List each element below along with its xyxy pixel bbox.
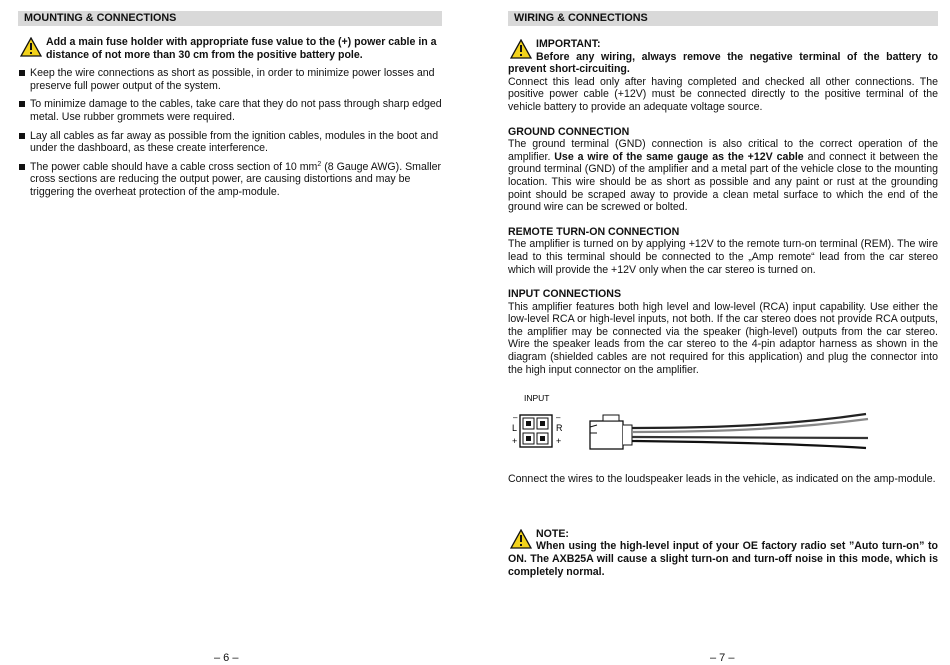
input-title: INPUT CONNECTIONS bbox=[508, 288, 622, 301]
diagram-plus-right: + bbox=[556, 436, 562, 447]
note-block bbox=[508, 528, 938, 578]
left-page bbox=[18, 11, 442, 199]
important-block bbox=[508, 38, 938, 114]
diagram-minus-right: – bbox=[556, 413, 561, 423]
page-number-right: – 7 – bbox=[710, 652, 735, 664]
remote-title: REMOTE TURN-ON CONNECTION bbox=[508, 225, 680, 238]
cable-text-b: (8 Gauge AWG). Smaller cross sections are reducing the output power, are causing distortions and may be triggering the overheat protection of the amp-module. bbox=[30, 160, 441, 198]
superscript: 2 bbox=[317, 160, 322, 168]
fuse-warning bbox=[18, 36, 442, 61]
ground-text-a: The ground terminal (GND) connection is also critical to the correct operation of the amplifier. bbox=[508, 138, 938, 163]
diagram-l-label: L bbox=[512, 423, 518, 434]
warning-icon bbox=[510, 39, 532, 59]
list-item: Keep the wire connections as short as possible, in order to minimize power losses and preserve full power output of the system. bbox=[18, 67, 442, 92]
diagram-minus-left: – bbox=[513, 413, 518, 423]
speaker-wire-harness bbox=[632, 414, 868, 448]
important-bold: Before any wiring, always remove the negative terminal of the battery to prevent short-circuiting. bbox=[508, 50, 938, 76]
note-title: NOTE: bbox=[536, 527, 569, 540]
right-page bbox=[508, 11, 938, 578]
diagram-r-label: R bbox=[556, 423, 563, 434]
list-item bbox=[18, 161, 442, 199]
list-item: Lay all cables as far away as possible from the ignition cables, modules in the boot and under the dashboard, as these create interference. bbox=[18, 130, 442, 155]
important-text: Connect this lead only after having completed and checked all other connections. The positive power cable (+12V) must be connected directly to the positive terminal of the vehicle battery to provide an adequate voltage source. bbox=[508, 75, 938, 113]
note-text: When using the high-level input of your OE factory radio set ”Auto turn-on” to ON. The AXB25A will cause a slight turn-on and turn-off noise in this mode, which is completely normal. bbox=[508, 540, 938, 578]
list-item: To minimize damage to the cables, take care that they do not pass through sharp edged metal. Use rubber grommets were required. bbox=[18, 98, 442, 123]
diagram-plus-left: + bbox=[512, 436, 518, 447]
diagram-input-label: INPUT bbox=[524, 393, 550, 404]
adapter-plug bbox=[590, 415, 632, 449]
page-number-left: – 6 – bbox=[214, 652, 239, 664]
input-connector-diagram bbox=[508, 391, 938, 467]
input-socket bbox=[520, 415, 552, 447]
section-header-mounting: MOUNTING & CONNECTIONS bbox=[18, 11, 442, 26]
ground-text bbox=[508, 138, 938, 214]
input-text: This amplifier features both high level and low-level (RCA) input capability. Use either the low-level RCA or high-level inputs, not both. If the car stereo does not provide RCA outputs, the amplifier may be connected via the speaker (high-level) outputs from the car stereo. Wire the speaker leads from the car stereo to the 4-pin adaptor harness as shown in the diagram (shielded cables are not required for this application) and plug the connector into the high input connector on the amplifier. bbox=[508, 300, 938, 376]
ground-title: GROUND CONNECTION bbox=[508, 125, 630, 138]
fuse-warning-text: Add a main fuse holder with appropriate fuse value to the (+) power cable in a distance of not more than 30 cm from the positive battery pole. bbox=[46, 36, 437, 61]
warning-icon bbox=[510, 529, 532, 549]
ground-text-bold: Use a wire of the same gauge as the +12V cable bbox=[554, 150, 804, 163]
warning-icon bbox=[20, 37, 42, 57]
section-header-wiring: WIRING & CONNECTIONS bbox=[508, 11, 938, 26]
important-title: IMPORTANT: bbox=[536, 38, 601, 50]
remote-text: The amplifier is turned on by applying +12V to the remote turn-on terminal (REM). The wire lead to this terminal should be connected to the „Amp remote“ lead from the car stereo which will provide the +12V only when the car stereo is turned on. bbox=[508, 238, 938, 276]
cable-text-a: The power cable should have a cable cross section of 10 mm bbox=[30, 160, 318, 173]
connect-text: Connect the wires to the loudspeaker leads in the vehicle, as indicated on the amp-module. bbox=[508, 473, 936, 486]
ground-text-b: and connect it between the ground terminal (GND) of the amplifier and a metal part of the vehicle close to the mounting location. This wire should be as short as possible and any paint or rust at the grounding point should be scraped away to provide a clean metal surface to which the end of the ground wire can be screwed or bolted. bbox=[508, 150, 938, 214]
